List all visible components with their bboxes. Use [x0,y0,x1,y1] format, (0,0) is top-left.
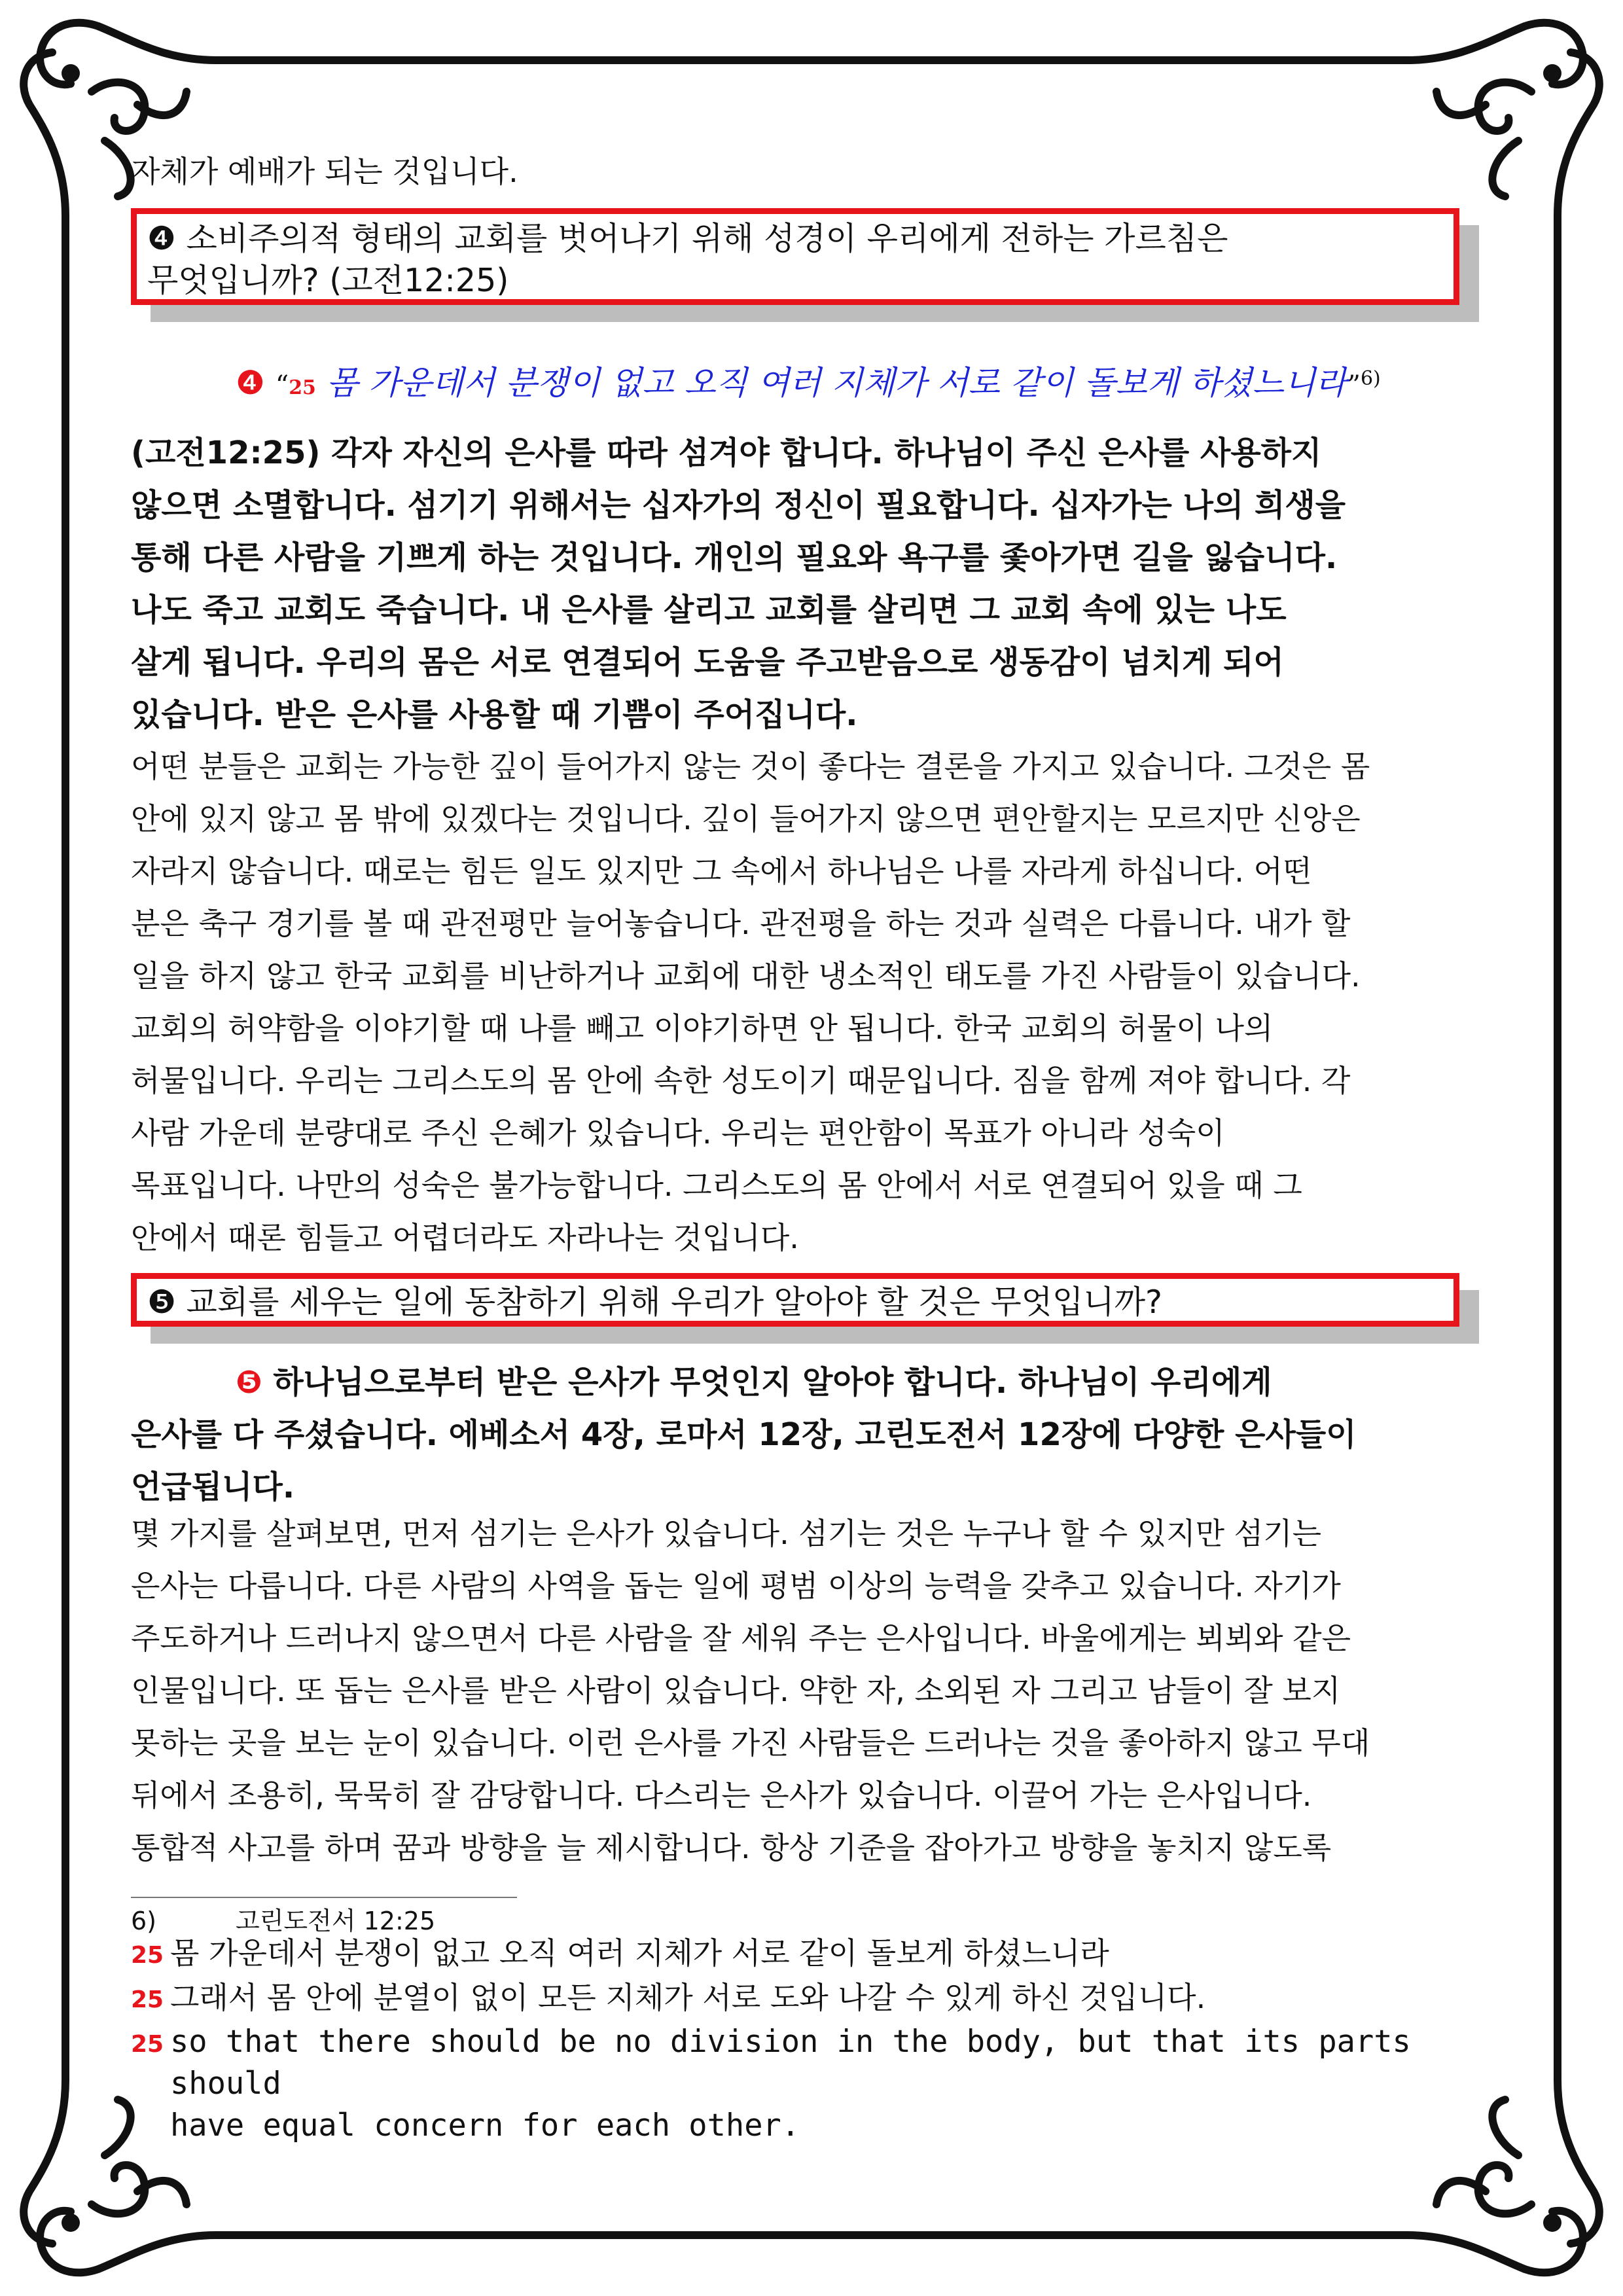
answer-5-bold-first-line [131,1356,1492,1408]
question-4-marker: ❹ [147,220,176,257]
footnote-verse-list [131,1932,1492,2147]
question-5-box [131,1273,1459,1327]
footnote-verse-number: 25 [131,1942,164,1969]
answer-4-bold-paragraph [131,427,1492,741]
footnote-label [131,1901,435,1937]
question-5-text [147,1282,1162,1323]
answer-4-body-line: 목표입니다. 나만의 성숙은 불가능합니다. 그리스도의 몸 안에서 서로 연결되어 있을 때 그 [131,1168,1302,1203]
answer-4-body-line: 일을 하지 않고 한국 교회를 비난하거나 교회에 대한 냉소적인 태도를 가진 사람들이 있습니다. [131,958,1361,994]
answer-5-body-line: 은사는 다릅니다. 다른 사람의 사역을 돕는 일에 평범 이상의 능력을 갖추고 있습니다. 자기가 [131,1568,1341,1604]
answer-5-bold-line: 하나님으로부터 받은 은사가 무엇인지 알아야 합니다. 하나님이 우리에게 [273,1364,1272,1401]
answer-5-bold-paragraph [131,1356,1492,1513]
answer-5-body-line: 인물입니다. 또 돕는 은사를 받은 사람이 있습니다. 약한 자, 소외된 자 그리고 남들이 잘 보지 [131,1673,1341,1708]
answer-5-body-paragraph [131,1507,1492,1874]
answer-4-body-line: 분은 축구 경기를 볼 때 관전평만 늘어놓습니다. 관전평을 하는 것과 실력은 다릅니다. 내가 할 [131,906,1351,941]
footnote-verse-text: 그래서 몸 안에 분열이 없이 모든 지체가 서로 도와 나갈 수 있게 하신 것입니다. [170,1980,1206,2015]
answer-4-body-line: 허물입니다. 우리는 그리스도의 몸 안에 속한 성도이기 때문입니다. 짐을 함께 져야 합니다. 각 [131,1063,1351,1098]
intro-line: 자체가 예배가 되는 것입니다. [131,154,518,189]
answer-4-body-line: 교회의 허약함을 이야기할 때 나를 빼고 이야기하면 안 됩니다. 한국 교회의 허물이 나의 [131,1011,1274,1046]
answer-4-body-paragraph [131,740,1492,1264]
answer-5-body-line: 뒤에서 조용히, 묵묵히 잘 감당합니다. 다스리는 은사가 있습니다. 이끌어 가는 은사입니다. [131,1778,1312,1813]
answer-5-bold-line: 언급됩니다. [131,1469,295,1505]
answer-5-body-line: 못하는 곳을 보는 눈이 있습니다. 이런 은사를 가진 사람들은 드러나는 것을 좋아하지 않고 무대 [131,1725,1370,1761]
footnote-verse-row [131,1977,1492,2021]
verse-quote-text: 몸 가운데서 분쟁이 없고 오직 여러 지체가 서로 같이 돌보게 하셨느니라 [326,364,1347,402]
verse-quote-number: 25 [289,376,316,399]
footnote-verse-text-english: so that there should be no division in the body, but that its parts should have equal concern for each other. [170,2024,1411,2144]
question-5-marker: ❺ [147,1283,176,1321]
answer-4-body-line: 어떤 분들은 교회는 가능한 깊이 들어가지 않는 것이 좋다는 결론을 가지고 있습니다. 그것은 몸 [131,749,1370,784]
answer-4-bold-line: (고전12:25) 각자 자신의 은사를 따라 섬겨야 합니다. 하나님이 주신 은사를 사용하지 [131,435,1322,471]
answer-4-bold-line: 있습니다. 받은 은사를 사용할 때 기쁨이 주어집니다. [131,696,858,733]
footnote-divider [131,1897,517,1898]
footnote-reference-title: 고린도전서 12:25 [236,1907,436,1935]
footnote-reference: 6) [1360,367,1381,390]
question-5-line-1: 교회를 세우는 일에 동참하기 위해 우리가 알아야 할 것은 무엇입니까? [186,1283,1163,1321]
verse-quote-close: ” [1347,370,1361,401]
answer-4-bold-line: 통해 다른 사람을 기쁘게 하는 것입니다. 개인의 필요와 욕구를 좇아가면 길을 잃습니다. [131,539,1338,576]
footnote-verse-number: 25 [131,1986,164,2013]
answer-5-body-line: 몇 가지를 살펴보면, 먼저 섬기는 은사가 있습니다. 섬기는 것은 누구나 할 수 있지만 섬기는 [131,1516,1322,1551]
verse-quote-marker: ❹ [236,364,265,402]
answer-5-body-line: 주도하거나 드러나지 않으면서 다른 사람을 잘 세워 주는 은사입니다. 바울에게는 뵈뵈와 같은 [131,1621,1351,1656]
footnote-verse-number: 25 [131,2031,164,2058]
answer-5-bold-line: 은사를 다 주셨습니다. 에베소서 4장, 로마서 12장, 고린도전서 12장에 다양한 은사들이 [131,1416,1357,1453]
question-4-line-1: 소비주의적 형태의 교회를 벗어나기 위해 성경이 우리에게 전하는 가르침은 [186,220,1228,257]
verse-quote-open: “ [275,370,289,401]
question-4-text [147,218,1228,302]
answer-4-body-line: 안에 있지 않고 몸 밖에 있겠다는 것입니다. 깊이 들어가지 않으면 편안할지는 모르지만 신앙은 [131,801,1361,836]
answer-5-marker: ❺ [236,1364,262,1401]
footnote-verse-row [131,2021,1492,2147]
answer-4-bold-line: 않으면 소멸합니다. 섬기기 위해서는 십자가의 정신이 필요합니다. 십자가는 나의 희생을 [131,487,1346,524]
footnote-verse-text: 몸 가운데서 분쟁이 없고 오직 여러 지체가 서로 같이 돌보게 하셨느니라 [170,1935,1109,1971]
answer-4-body-line: 자라지 않습니다. 때로는 힘든 일도 있지만 그 속에서 하나님은 나를 자라게 하십니다. 어떤 [131,853,1312,889]
answer-5-body-line: 통합적 사고를 하며 꿈과 방향을 늘 제시합니다. 항상 기준을 잡아가고 방향을 놓치지 않도록 [131,1830,1332,1865]
question-4-box [131,208,1459,305]
answer-4-bold-line: 나도 죽고 교회도 죽습니다. 내 은사를 살리고 교회를 살리면 그 교회 속에 있는 나도 [131,592,1287,628]
answer-4-body-line: 사람 가운데 분량대로 주신 은혜가 있습니다. 우리는 편안함이 목표가 아니라 성숙이 [131,1115,1225,1151]
footnote-verse-row [131,1932,1492,1977]
verse-quote [236,357,1381,404]
footnote-number: 6) [131,1907,157,1935]
answer-4-bold-line: 살게 됩니다. 우리의 몸은 서로 연결되어 도움을 주고받음으로 생동감이 넘치게 되어 [131,644,1284,681]
answer-4-body-line: 안에서 때론 힘들고 어렵더라도 자라나는 것입니다. [131,1220,799,1255]
question-4-line-2: 무엇입니까? (고전12:25) [147,262,509,299]
